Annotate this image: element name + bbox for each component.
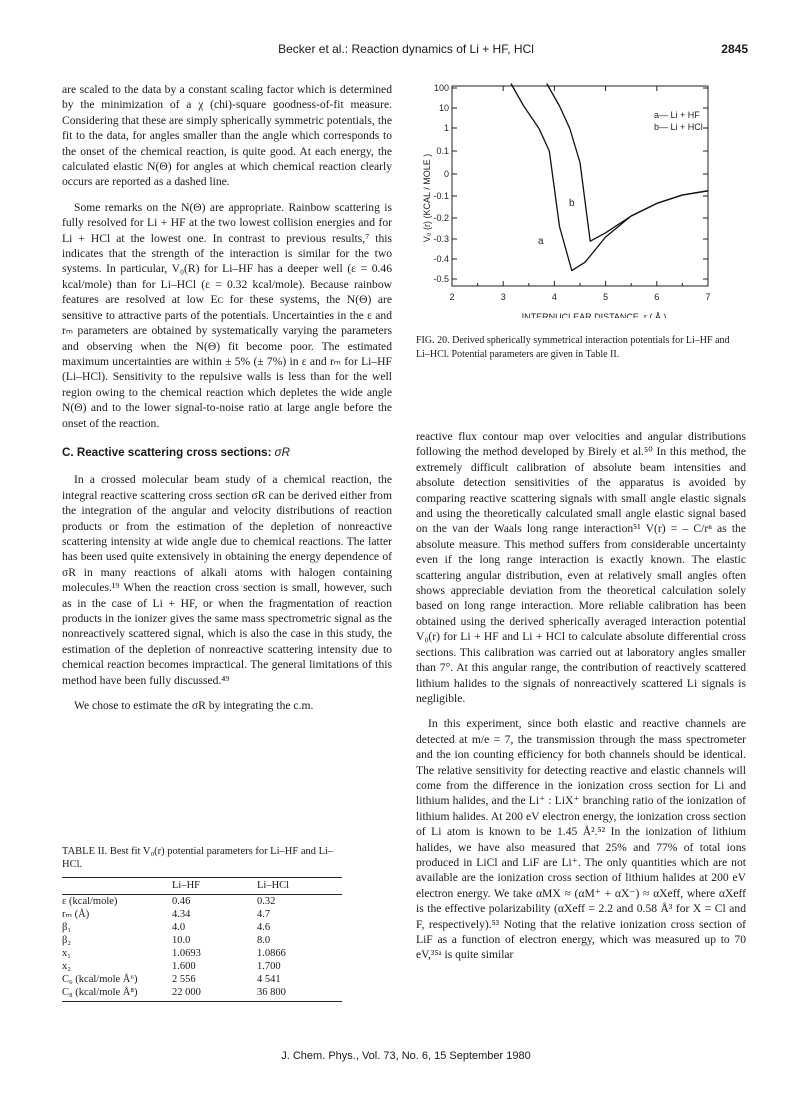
table-header: Li–HCl xyxy=(257,878,342,895)
y-tick-label: -0.2 xyxy=(433,213,449,223)
paragraph: In this experiment, since both elastic and reactive channels are detected at m/e = 7, the transmission through the mass spectrometer and the ion counting efficiency for both channels should be identical. The relative sensitivity for detecting reactive and elastic channels will come from the difference in the ionization cross section for Li and lithium halides, and the Li⁺ : LiX⁺ branching ratio of the ionization of lithium halides. At 200 eV electron energy, the ionization cross section of Li atom is known to be 1.45 Å².⁵² In the ionization of lithium halides, we have also measured that 25% and 77% of total ions produced in LiCl and LiF are Li⁺. The only quantities which are not available are the ionization cross section of lithium halides at 200 eV electron energy. We take αMX ≈ (αM⁺ + αX⁻) ≈ αXeff, where αXeff is the effective polarizability (αXeff = 2.2 and 0.58 Å³ for X = Cl and F, respectively).⁵³ Noting that the relative ionization cross section of LiF as a function of electron energy, which was measured up to 70 eV,³⁵ᵃ is quite similar xyxy=(416,717,746,962)
table-cell: x₂ xyxy=(62,961,71,972)
curve-li-hcl xyxy=(547,84,708,242)
y-tick-label: 0.1 xyxy=(436,146,449,156)
journal-footer: J. Chem. Phys., Vol. 73, No. 6, 15 September 1980 xyxy=(281,1050,531,1062)
table-cell: β₁ xyxy=(62,922,72,933)
page-number: 2845 xyxy=(721,42,748,56)
table-cell: 4 541 xyxy=(257,974,281,985)
y-tick-label: 0 xyxy=(443,169,449,179)
parameter-table xyxy=(62,877,342,1002)
paragraph: reactive flux contour map over velocities and angular distributions following the method developed by Birely et al.⁵⁰ In this method, the extremely difficult calibration of absolute beam intensities and absolute detection sensitivities of the apparatus is avoided by comparing reactive scattering signals with small angle elastic signals and using the theoretically calculated small angle elastic signal based on the van der Waals long range interaction⁵¹ V(r) = – C/rⁿ as the absolute measure. This method suffers from considerable uncertainty even if the long range interaction is exactly known. The elastic scattering angular distribution, even at relatively small angles often shows appreciable deviation from the theoretical calculation solely based on long range interaction. More reliable calibration has been obtained using the derived spherically averaged interaction potential V₀(r) for Li + HF and Li + HCl to calculate absolute differential cross sections. This calibration was carried out at laboratory angles smaller than 7°. At this angular range, the contribution of reactively scattered lithium halides to the signals of nonreactively scattered Li signals is negligible. xyxy=(416,430,746,705)
running-header xyxy=(0,42,812,58)
table-header-row xyxy=(62,878,342,895)
table-row xyxy=(62,921,342,934)
y-axis-label: V₀ (r) (KCAL / MOLE ) xyxy=(422,153,432,243)
table-cell: rₘ (Å) xyxy=(62,909,90,920)
table-cell: 1.0693 xyxy=(172,948,201,959)
table-row xyxy=(62,934,342,947)
table-cell: 8.0 xyxy=(257,935,271,946)
x-axis-label: INTERNUCLEAR DISTANCE, r ( Å ) xyxy=(521,312,667,318)
table-row xyxy=(62,986,342,1002)
table-cell: 0.46 xyxy=(172,896,191,907)
table-ii xyxy=(62,845,342,1002)
table-cell: 4.7 xyxy=(257,909,271,920)
table-cell: 4.6 xyxy=(257,922,271,933)
figure-caption: FIG. 20. Derived spherically symmetrical interaction potentials for Li–HF and Li–HCl. Potential parameters are given in Table II. xyxy=(416,335,730,360)
table-row xyxy=(62,895,342,909)
y-tick-label: 1 xyxy=(443,123,449,133)
curve-label-b: b xyxy=(569,198,575,209)
table-row xyxy=(62,947,342,960)
section-letter: C. xyxy=(62,445,74,459)
table-cell: 36 800 xyxy=(257,986,342,1002)
table-row xyxy=(62,908,342,921)
paragraph: are scaled to the data by a constant scaling factor which is determined by the minimization of a χ (chi)-square goodness-of-fit measure. Considering that these are simply spherically symmetric potentials, the fit to the data, for angles smaller than the angle which corresponds to the onset of the chemical reaction, is quite good. At each energy, the calculated elastic N(Θ) for angles at which chemical reaction clearly occurs are reported as a dashed line. xyxy=(62,83,392,189)
table-cell: β₂ xyxy=(62,935,72,946)
section-symbol: σR xyxy=(274,445,291,459)
table-cell: ε (kcal/mole) xyxy=(62,896,118,907)
x-tick-label: 6 xyxy=(654,292,660,302)
x-tick-label: 7 xyxy=(705,292,711,302)
table-header: Li–HF xyxy=(172,878,257,895)
legend-a: a— Li + HF xyxy=(654,110,700,120)
potential-chart xyxy=(416,78,746,318)
table-caption: TABLE II. Best fit V₀(r) potential parameters for Li–HF and Li–HCl. xyxy=(62,846,334,870)
table-cell: 10.0 xyxy=(172,935,191,946)
section-title: Reactive scattering cross sections: xyxy=(76,445,275,459)
x-tick-label: 4 xyxy=(551,292,557,302)
x-tick-label: 5 xyxy=(603,292,609,302)
running-title: Becker et al.: Reaction dynamics of Li + HF, HCl xyxy=(278,42,534,56)
y-tick-label: -0.3 xyxy=(433,234,449,244)
right-column xyxy=(416,429,746,973)
y-tick-label: -0.4 xyxy=(433,254,449,264)
table-row xyxy=(62,973,342,986)
table-cell: 1.600 xyxy=(172,961,196,972)
y-tick-label: -0.5 xyxy=(433,274,449,284)
table-cell: x₁ xyxy=(62,948,71,959)
x-tick-label: 2 xyxy=(449,292,455,302)
section-heading xyxy=(62,445,392,460)
paragraph: Some remarks on the N(Θ) are appropriate. Rainbow scattering is fully resolved for Li + HF at the two lowest collision energies and for Li + HCl at the lowest one. In contrast to previous results,⁷ this indicates that the strength of the interaction is similar for the two systems. In particular, V₀(R) for Li–HF has a deeper well (ε = 0.46 kcal/mole) than for Li–HCl (ε = 0.32 kcal/mole). Because rainbow features are resolved at low Eᴄ for these systems, the N(Θ) are sensitive to attractive parts of the potentials. Uncertainties in the ε and rₘ parameters are obtained by systematically varying the parameters and observing when the N(Θ) fit become poor. The estimated maximum uncertainties are within ± 5% (± 7%) in ε and rₘ for Li–HF (Li–HCl). Sensitivity to the repulsive walls is less than for the well region owing to the chemical reaction which depletes the wide angle N(Θ) and to the lower signal-to-noise ratio at large angle before the onset of the reaction. xyxy=(62,200,392,430)
table-cell: 2 556 xyxy=(172,974,196,985)
y-tick-label: -0.1 xyxy=(433,191,449,201)
table-cell: 4.34 xyxy=(172,909,191,920)
table-cell: 4.0 xyxy=(172,922,186,933)
table-cell: 1.0866 xyxy=(257,948,286,959)
table-cell: 0.32 xyxy=(257,896,276,907)
paragraph: In a crossed molecular beam study of a chemical reaction, the integral reactive scattering cross section σR can be derived either from the integration of the angular and velocity distributions of reaction products or from the estimation of the depletion of nonreactive scattering intensity at wide angle due to chemical reactions. The latter has been used quite extensively in obtaining the energy dependence of σR in many reactions of alkali atoms with halogen containing molecules.¹⁹ When the reaction cross section is small, however, such as in the case of Li + HF, or when the fragmentation of reaction products in the ionizer gives the same mass spectrometric signal as the nonreactively scattered signal, which is also the case in this study, the estimation of the depletion of nonreactive scattering intensity due to chemical reaction becomes impractical. The general limitations of this method have been fully discussed.⁴⁹ xyxy=(62,473,392,687)
table-cell: C₆ (kcal/mole Å⁶) xyxy=(62,974,138,985)
left-column xyxy=(62,82,392,723)
table-cell: C₈ (kcal/mole Å⁸) xyxy=(62,986,172,1002)
table-cell: 1.700 xyxy=(257,961,281,972)
paragraph: We chose to estimate the σR by integrating the c.m. xyxy=(74,699,314,713)
y-tick-label: 10 xyxy=(438,103,449,113)
x-tick-label: 3 xyxy=(500,292,506,302)
table-header xyxy=(62,878,172,895)
y-tick-label: 100 xyxy=(433,83,449,93)
figure-20 xyxy=(416,78,746,318)
table-cell: 22 000 xyxy=(172,986,257,1002)
curve-label-a: a xyxy=(538,236,544,247)
legend-b: b— Li + HCl xyxy=(654,122,703,132)
table-row xyxy=(62,960,342,973)
